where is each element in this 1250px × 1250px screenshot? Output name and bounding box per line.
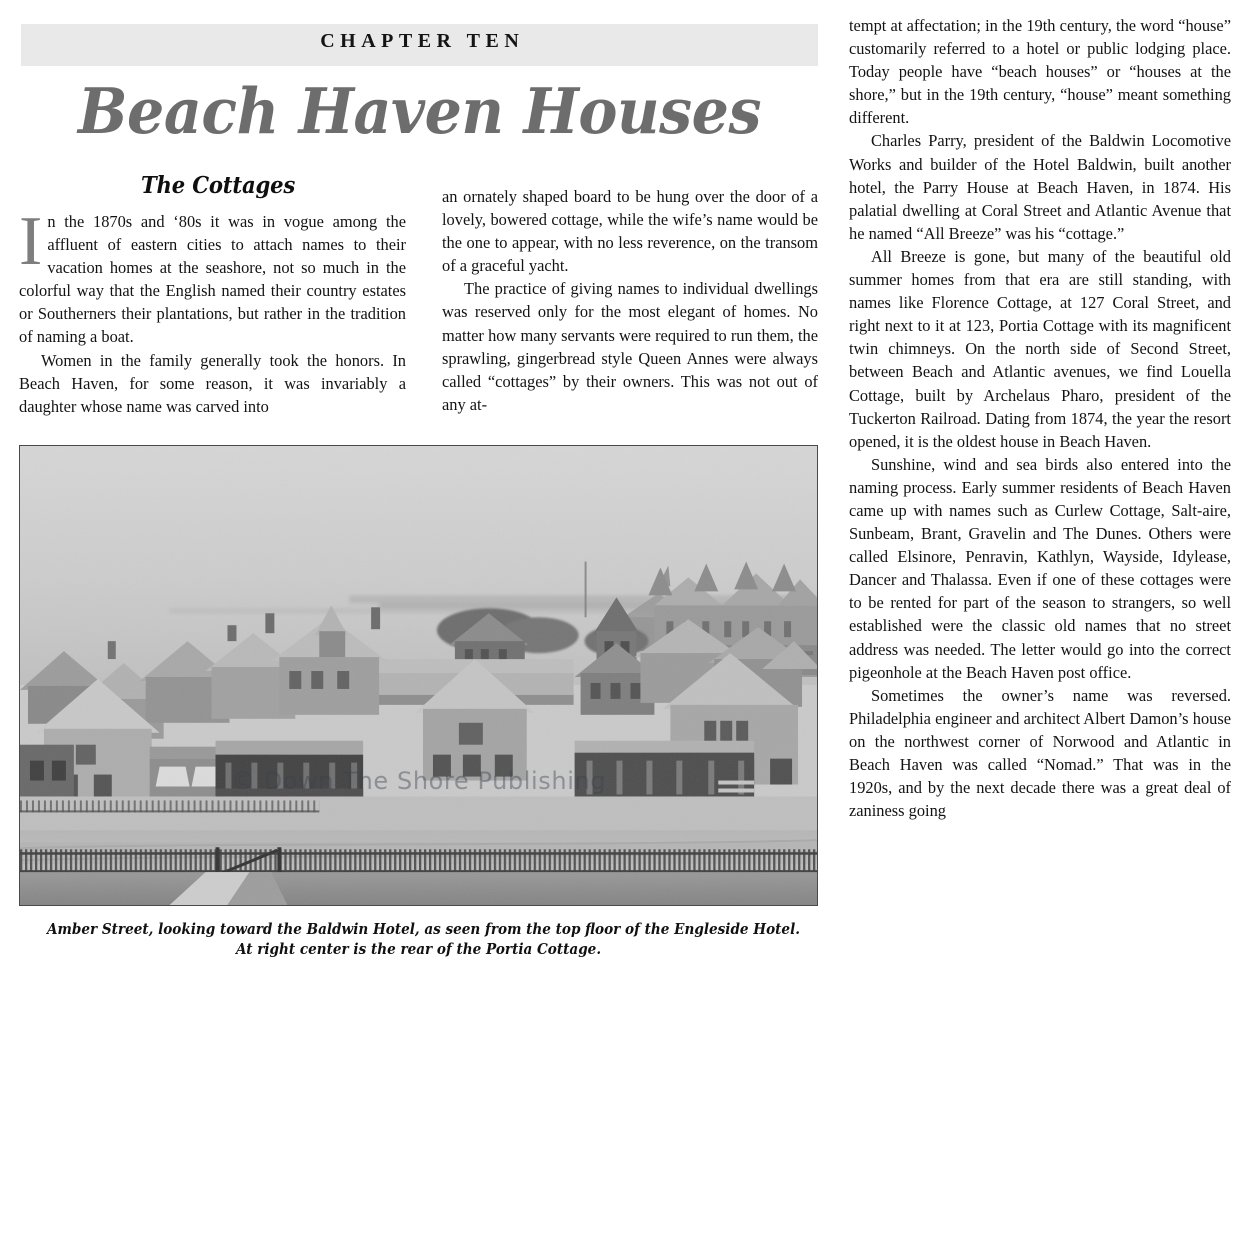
- paragraph: [849, 453, 1231, 684]
- body-column-1: [19, 203, 406, 418]
- chapter-title: Beach Haven Houses: [78, 74, 761, 148]
- paragraph: [849, 14, 1231, 129]
- paragraph-text: Sometimes the owner’s name was reversed. Philadelphia engineer and architect Albert Damon’s house on the northwest corner of Norwood and Atlantic in Beach Haven was called “Nomad.” That was in the 1920s, and by the next decade there was a great deal of zaniness going: [849, 685, 1231, 821]
- figure: [19, 445, 818, 906]
- drop-cap: I: [19, 203, 43, 280]
- paragraph-text: The practice of giving names to individual dwellings was reserved only for the most elegant of homes. No matter how many servants were required to run them, the sprawling, gingerbread style Queen Annes were always called “cottages” by their owners. This was not out of any at-: [442, 279, 818, 414]
- chapter-label: CHAPTER TEN: [320, 30, 525, 52]
- paragraph-text: n the 1870s and ‘80s it was in vogue among the affluent of eastern cities to attach names to their vacation homes at the seashore, not so much in the colorful way that the English named their country estates or Southerners their plantations, but rather in the tradition of naming a boat.: [19, 212, 406, 347]
- paragraph: [849, 684, 1231, 823]
- paragraph: [19, 203, 406, 349]
- caption-line-2: At right center is the rear of the Portia Cottage.: [235, 940, 602, 958]
- paragraph-text: tempt at affectation; in the 19th century, the word “house” customarily referred to a hotel or public lodging place. Today people have “beach houses” or “houses at the shore,” but in the 19th century, “house” meant something different.: [849, 16, 1231, 128]
- body-column-3: [849, 14, 1231, 822]
- paragraph-text: Charles Parry, president of the Baldwin Locomotive Works and builder of the Hotel Baldwin, built another hotel, the Parry House at Beach Haven, in 1874. His palatial dwelling at Coral Street and Atlantic Avenue that he named “All Breeze” was his “cottage.”: [849, 131, 1231, 243]
- watermark-text: © Down The Shore Publishing: [230, 767, 607, 795]
- paragraph-text: Women in the family generally took the honors. In Beach Haven, for some reason, it was invariably a daughter whose name was carved into: [19, 350, 406, 416]
- paragraph: [442, 185, 818, 277]
- paragraph-text: Sunshine, wind and sea birds also entered into the naming process. Early summer residents of Beach Haven came up with names such as Curlew Cottage, Salt-aire, Sunbeam, Brant, Gravelin and The Dunes. Others were called Elsinore, Penravin, Kathlyn, Wayside, Idylease, Dancer and Thalassa. Even if one of these cottages were to be rented for part of the season to strangers, so well established were the classic old names that no street address was needed. The letter would go into the correct pigeonhole at the Beach Haven post office.: [849, 454, 1231, 682]
- paragraph: [849, 245, 1231, 453]
- paragraph: [442, 277, 818, 416]
- historic-photograph: [19, 445, 818, 906]
- body-column-2: [442, 185, 818, 416]
- caption-line-1: Amber Street, looking toward the Baldwin Hotel, as seen from the top floor of the Engleside Hotel.: [46, 921, 800, 938]
- paragraph-text: an ornately shaped board to be hung over the door of a lovely, bowered cottage, while the wife’s name would be the one to appear, with no less reverence, on the transom of a graceful yacht.: [442, 187, 818, 276]
- section-subhead: The Cottages: [141, 172, 296, 199]
- figure-caption: [46, 920, 800, 959]
- paragraph: [849, 129, 1231, 244]
- paragraph-text: All Breeze is gone, but many of the beautiful old summer homes from that era are still standing, with names like Florence Cottage, at 127 Coral Street, and right next to it at 123, Portia Cottage with its magnificent twin chimneys. On the north side of Second Street, between Beach and Atlantic avenues, we find Louella Cottage, built by Archelaus Pharo, president of the Tuckerton Railroad. Dating from 1874, the year the resort opened, it is the oldest house in Beach Haven.: [849, 246, 1231, 451]
- paragraph: [19, 349, 406, 418]
